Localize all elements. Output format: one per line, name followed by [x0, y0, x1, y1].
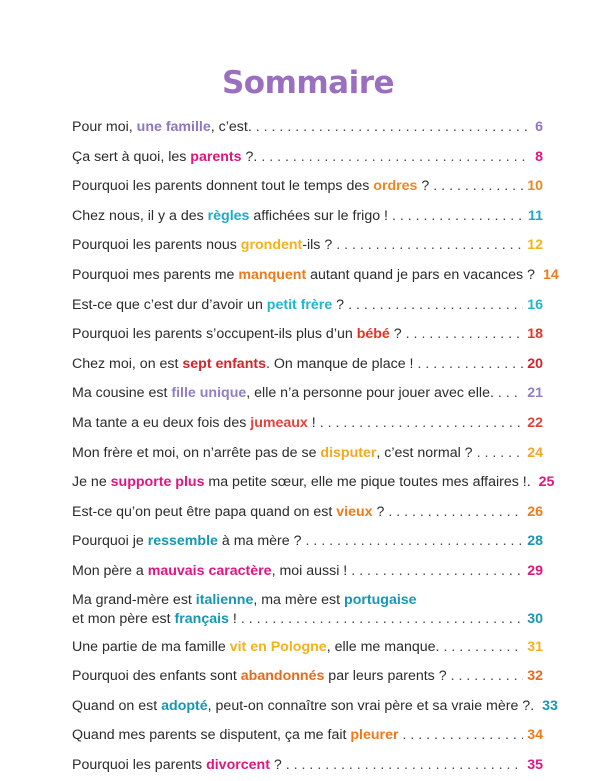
entry-text: Ma cousine est — [72, 385, 172, 402]
toc-entry[interactable] — [72, 692, 558, 722]
dot-leader — [443, 633, 523, 663]
page-number: 25 — [538, 474, 555, 491]
entry-text: , c’est. — [210, 119, 252, 135]
toc-entry[interactable] — [72, 320, 543, 350]
page-number: 31 — [527, 638, 543, 655]
entry-text: et mon père est — [72, 610, 175, 627]
entry-keyword: abandonnés — [240, 668, 325, 685]
page-number: 11 — [528, 207, 543, 224]
page-number: 18 — [527, 326, 543, 343]
dot-leader — [477, 439, 524, 469]
entry-keyword: italienne — [195, 591, 254, 608]
entry-text: ! — [228, 610, 237, 627]
entry-title — [72, 692, 534, 722]
entry-keyword: portugaise — [344, 591, 417, 608]
toc-entry-line — [72, 591, 543, 610]
page-number: 35 — [527, 756, 543, 773]
toc-entry[interactable] — [72, 231, 543, 261]
entry-keyword: parents — [190, 148, 242, 165]
entry-title — [72, 231, 332, 261]
page-number: 29 — [527, 562, 543, 579]
entry-title — [72, 468, 531, 498]
entry-text: , c’est normal ? — [376, 444, 473, 461]
entry-title — [72, 662, 447, 692]
page-number: 34 — [527, 727, 543, 744]
dot-leader — [286, 751, 523, 781]
dot-leader — [451, 662, 524, 692]
entry-text: Mon frère et moi, on n’arrête pas de se — [72, 444, 321, 461]
entry-keyword: supporte plus — [110, 474, 205, 491]
page-number: 16 — [527, 296, 543, 313]
entry-text: Pourquoi les parents s’occupent-ils plus d’un — [72, 326, 357, 343]
entry-text: . On manque de place ! — [265, 355, 414, 372]
toc-entry[interactable] — [72, 202, 543, 232]
toc-entry[interactable] — [72, 468, 555, 498]
entry-keyword: pleurer — [350, 727, 399, 744]
toc-entry[interactable] — [72, 662, 543, 692]
entry-keyword: grondent — [240, 237, 303, 254]
entry-keyword: français — [174, 610, 229, 627]
entry-keyword: une famille — [136, 119, 211, 135]
dot-leader — [320, 409, 524, 439]
toc-entry[interactable] — [72, 527, 543, 557]
entry-title — [72, 291, 344, 321]
page-number: 30 — [527, 610, 543, 627]
entry-keyword: vieux — [336, 503, 373, 520]
dot-leader — [498, 379, 523, 409]
toc-entry[interactable] — [72, 379, 543, 409]
entry-keyword: ressemble — [147, 533, 218, 550]
entry-keyword: disputer — [320, 444, 377, 461]
page-number: 20 — [527, 355, 543, 372]
dot-leader — [336, 231, 523, 261]
dot-leader — [348, 291, 523, 321]
entry-title — [72, 498, 384, 528]
entry-keyword: vit en Pologne — [229, 638, 327, 655]
entry-title — [72, 409, 316, 439]
entry-keyword: jumeaux — [250, 414, 308, 431]
entry-text: -ils ? — [302, 237, 333, 254]
entry-text: par leurs parents ? — [324, 668, 447, 685]
entry-keyword: fille unique — [171, 385, 247, 402]
entry-title — [72, 379, 494, 409]
toc-entry[interactable] — [72, 498, 543, 528]
page-number: 12 — [527, 237, 543, 254]
entry-text: Pour moi, — [72, 119, 137, 135]
dot-leader — [306, 527, 524, 557]
entry-text: affichées sur le frigo ! — [249, 207, 388, 224]
toc-entry[interactable] — [72, 409, 543, 439]
page-number: 10 — [527, 178, 543, 195]
entry-title — [72, 172, 429, 202]
entry-text: Chez moi, on est — [72, 355, 183, 372]
entry-title — [72, 633, 439, 663]
entry-keyword: petit frère — [266, 296, 333, 313]
entry-keyword: règles — [207, 207, 250, 224]
toc-entry[interactable] — [72, 721, 543, 751]
entry-keyword: ordres — [373, 178, 418, 195]
entry-title — [72, 261, 535, 291]
page-number: 8 — [535, 148, 543, 165]
dot-leader — [241, 610, 523, 629]
toc-entry[interactable] — [72, 557, 543, 587]
entry-text: Une partie de ma famille — [72, 638, 230, 655]
entry-title — [72, 439, 473, 469]
page-number: 32 — [527, 668, 543, 685]
entry-text: à ma mère ? — [217, 533, 302, 550]
entry-text: , peut-on connaître son vrai père et sa vraie mère ?. — [207, 697, 535, 714]
toc-entry[interactable] — [72, 261, 559, 291]
page-number: 24 — [527, 444, 543, 461]
dot-leader — [433, 172, 523, 202]
toc-entry[interactable] — [72, 143, 543, 173]
entry-text: Est-ce qu’on peut être papa quand on est — [72, 503, 337, 520]
entry-title — [72, 721, 399, 751]
entry-title — [72, 320, 402, 350]
page-number: 26 — [527, 503, 543, 520]
toc-entry[interactable] — [72, 751, 543, 781]
table-of-contents — [72, 113, 559, 780]
entry-text: , elle me manque. — [326, 638, 440, 655]
entry-text: Mon père a — [72, 562, 148, 579]
entry-text: Ma grand-mère est — [72, 591, 196, 608]
entry-title — [72, 143, 257, 173]
page-number: 14 — [542, 266, 559, 283]
toc-entry[interactable] — [72, 439, 543, 469]
toc-entry[interactable] — [72, 350, 543, 380]
entry-text: Ma tante a eu deux fois des — [72, 414, 251, 431]
dot-leader — [388, 498, 523, 528]
entry-keyword: sept enfants — [182, 355, 266, 372]
entry-text: ?. — [241, 148, 258, 165]
entry-title — [72, 350, 413, 380]
entry-text: ? — [332, 296, 345, 313]
entry-keyword: adopté — [161, 697, 208, 714]
page-number: 28 — [527, 533, 543, 550]
entry-text: Pourquoi les parents nous — [72, 237, 241, 254]
toc-entry[interactable] — [72, 633, 543, 663]
entry-text: ? — [269, 756, 282, 773]
entry-text: ma petite sœur, elle me pique toutes mes affaires !. — [204, 474, 531, 491]
entry-title — [72, 202, 388, 232]
dot-leader — [417, 350, 523, 380]
entry-keyword: divorcent — [206, 756, 270, 773]
entry-title — [72, 610, 237, 629]
entry-text: ? — [417, 178, 430, 195]
page-number: 21 — [527, 385, 543, 402]
entry-text: Est-ce que c’est dur d’avoir un — [72, 296, 267, 313]
entry-keyword: manquent — [238, 266, 307, 283]
entry-text: ? — [372, 503, 385, 520]
dot-leader — [351, 557, 523, 587]
entry-text: ! — [307, 414, 316, 431]
entry-text: autant quand je pars en vacances ? — [306, 266, 535, 283]
entry-title — [72, 113, 252, 143]
entry-title — [72, 557, 347, 587]
entry-text: Ça sert à quoi, les — [72, 148, 191, 165]
entry-text: ? — [389, 326, 402, 343]
toc-entry[interactable] — [72, 172, 543, 202]
toc-entry[interactable] — [72, 587, 543, 633]
entry-title — [72, 751, 282, 781]
entry-text: , elle n’a personne pour jouer avec elle. — [246, 385, 494, 402]
toc-entry[interactable] — [72, 113, 543, 143]
entry-text: Pourquoi je — [72, 533, 148, 550]
dot-leader — [403, 721, 524, 751]
entry-text: Je ne — [72, 474, 111, 491]
entry-text: , ma mère est — [253, 591, 345, 608]
entry-text: Pourquoi des enfants sont — [72, 668, 241, 685]
dot-leader — [406, 320, 524, 350]
entry-text: Pourquoi les parents donnent tout le temps des — [72, 178, 374, 195]
entry-text: Pourquoi mes parents me — [72, 266, 239, 283]
toc-entry-line — [72, 610, 543, 629]
page-number: 22 — [527, 414, 543, 431]
entry-title — [72, 527, 302, 557]
page-number: 6 — [535, 119, 543, 135]
entry-text: Chez nous, il y a des — [72, 207, 208, 224]
dot-leader — [261, 143, 529, 173]
entry-text: Quand on est — [72, 697, 162, 714]
page-title: Sommaire — [221, 64, 395, 101]
toc-entry[interactable] — [72, 291, 543, 321]
entry-keyword: bébé — [356, 326, 390, 343]
entry-text: Pourquoi les parents — [72, 756, 207, 773]
entry-text: , moi aussi ! — [271, 562, 348, 579]
entry-keyword: mauvais caractère — [147, 562, 272, 579]
dot-leader — [256, 113, 529, 143]
entry-text: Quand mes parents se disputent, ça me fait — [72, 727, 351, 744]
page-number: 33 — [542, 697, 558, 714]
dot-leader — [392, 202, 524, 232]
